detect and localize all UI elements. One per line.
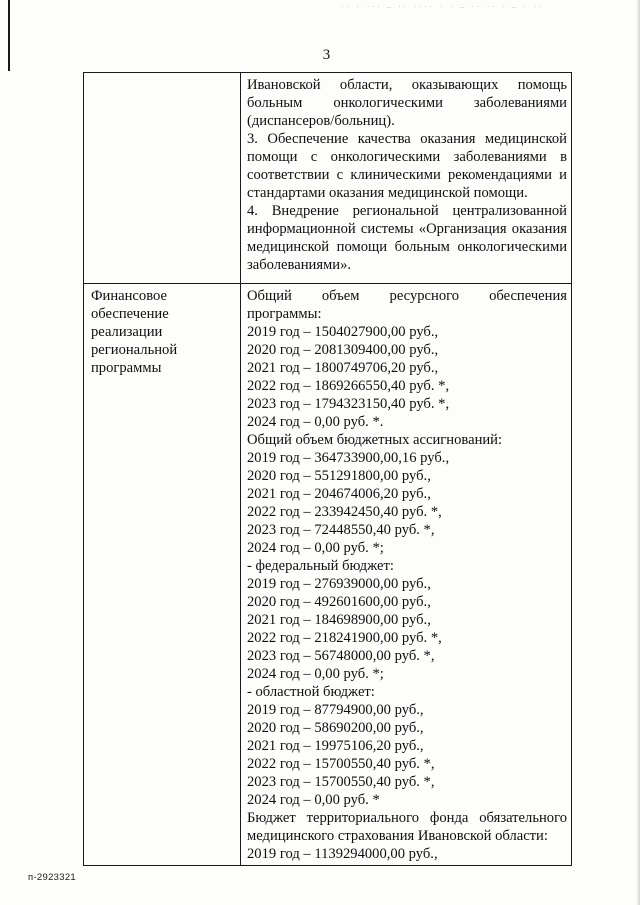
text-line: 2021 год – 184698900,00 руб., xyxy=(247,612,431,628)
text-line: 3. Обеспечение качества оказания медицинской xyxy=(247,131,567,147)
text-line: соответствии с клиническими рекомендациями и xyxy=(247,167,567,183)
text-line: 2022 год – 15700550,40 руб. *, xyxy=(247,756,435,772)
row2-content-cell xyxy=(241,284,571,865)
finance-block xyxy=(247,431,567,449)
text-line: 2023 год – 56748000,00 руб. *, xyxy=(247,648,435,664)
text-line: 2019 год – 1139294000,00 руб., xyxy=(247,846,438,862)
finance-block xyxy=(247,719,567,737)
row-heading: Финансовое обеспечение реализации региональной программы xyxy=(91,288,178,376)
text-line: - областной бюджет: xyxy=(247,684,375,700)
top-scan-noise: ·· · ··· – ·· ···· · · — ·· ·· · — · ·· xyxy=(340,3,544,11)
finance-block xyxy=(247,557,567,575)
left-edge-scan-line xyxy=(8,0,10,71)
text-line: 2023 год – 15700550,40 руб. *, xyxy=(247,774,435,790)
text-line: 2019 год – 364733900,00,16 руб., xyxy=(247,450,450,466)
row1-content-cell xyxy=(241,73,571,283)
finance-block xyxy=(247,467,567,485)
finance-block xyxy=(247,575,567,593)
finance-block xyxy=(247,377,567,395)
finance-block xyxy=(247,845,567,863)
finance-block xyxy=(247,521,567,539)
finance-block xyxy=(247,647,567,665)
finance-block xyxy=(247,413,567,431)
text-line: 2022 год – 1869266550,40 руб. *, xyxy=(247,378,450,394)
text-line: (диспансеров/больниц). xyxy=(247,113,395,129)
text-line: помощи с онкологическими заболеваниями в xyxy=(247,149,567,165)
text-line: 2019 год – 1504027900,00 руб., xyxy=(247,324,439,340)
finance-block xyxy=(247,503,567,521)
finance-block xyxy=(247,791,567,809)
finance-block xyxy=(247,701,567,719)
text-line: медицинской помощи больным онкологическими xyxy=(247,239,567,255)
text-line: 2020 год – 492601600,00 руб., xyxy=(247,594,431,610)
right-edge-scan-shadow xyxy=(636,0,640,905)
row2-label-cell xyxy=(84,284,241,865)
text-line: 2019 год – 87794900,00 руб., xyxy=(247,702,424,718)
finance-block xyxy=(247,341,567,359)
finance-block xyxy=(247,485,567,503)
text-line: - федеральный бюджет: xyxy=(247,558,394,574)
text-line: 2024 год – 0,00 руб. * xyxy=(247,792,380,808)
finance-lines xyxy=(247,287,567,863)
finance-block xyxy=(247,737,567,755)
text-line: 2022 год – 218241900,00 руб. *, xyxy=(247,630,442,646)
finance-block xyxy=(247,629,567,647)
paragraph-list xyxy=(247,76,567,274)
text-line: Общий объем бюджетных ассигнований: xyxy=(247,432,503,448)
text-line: 2023 год – 72448550,40 руб. *, xyxy=(247,522,435,538)
text-line: заболеваниями». xyxy=(247,257,352,273)
text-line: 2023 год – 1794323150,40 руб. *, xyxy=(247,396,450,412)
finance-block xyxy=(247,773,567,791)
text-line: 2021 год – 204674006,20 руб., xyxy=(247,486,431,502)
text-line: 4. Внедрение региональной централизованной xyxy=(247,203,567,219)
finance-block xyxy=(247,449,567,467)
finance-block xyxy=(247,539,567,557)
finance-block xyxy=(247,323,567,341)
finance-block xyxy=(247,665,567,683)
text-line: стандартами оказания медицинской помощи. xyxy=(247,185,528,201)
finance-block xyxy=(247,683,567,701)
text-line: 2024 год – 0,00 руб. *; xyxy=(247,666,384,682)
finance-block xyxy=(247,593,567,611)
finance-block xyxy=(247,611,567,629)
text-line: 2021 год – 1800749706,20 руб., xyxy=(247,360,439,376)
paragraph xyxy=(247,130,567,202)
finance-block xyxy=(247,287,567,323)
text-line: программы: xyxy=(247,306,322,322)
text-line: Ивановской области, оказывающих помощь xyxy=(247,77,567,93)
program-passport-table xyxy=(83,72,572,866)
finance-block xyxy=(247,755,567,773)
finance-block xyxy=(247,395,567,413)
text-line: Общий объем ресурсного обеспечения xyxy=(247,288,567,304)
page-number: 3 xyxy=(322,47,331,63)
text-line: 2024 год – 0,00 руб. *. xyxy=(247,414,384,430)
row1-label-cell xyxy=(84,73,241,283)
text-line: 2021 год – 19975106,20 руб., xyxy=(247,738,424,754)
text-line: медицинского страхования Ивановской области: xyxy=(247,828,548,844)
text-line: 2022 год – 233942450,40 руб. *, xyxy=(247,504,442,520)
paragraph xyxy=(247,202,567,274)
finance-block xyxy=(247,809,567,845)
paragraph xyxy=(247,76,567,130)
table-row-financing xyxy=(84,284,571,865)
text-line: 2024 год – 0,00 руб. *; xyxy=(247,540,384,556)
text-line: 2019 год – 276939000,00 руб., xyxy=(247,576,431,592)
finance-block xyxy=(247,359,567,377)
text-line: 2020 год – 2081309400,00 руб., xyxy=(247,342,439,358)
table-row-goals-continuation xyxy=(84,73,571,284)
text-line: 2020 год – 58690200,00 руб., xyxy=(247,720,424,736)
text-line: информационной системы «Организация оказания xyxy=(247,221,567,237)
text-line: больным онкологическими заболеваниями xyxy=(247,95,567,111)
document-code-stamp: п-2923321 xyxy=(28,872,76,883)
text-line: Бюджет территориального фонда обязательного xyxy=(247,810,567,826)
text-line: 2020 год – 551291800,00 руб., xyxy=(247,468,431,484)
